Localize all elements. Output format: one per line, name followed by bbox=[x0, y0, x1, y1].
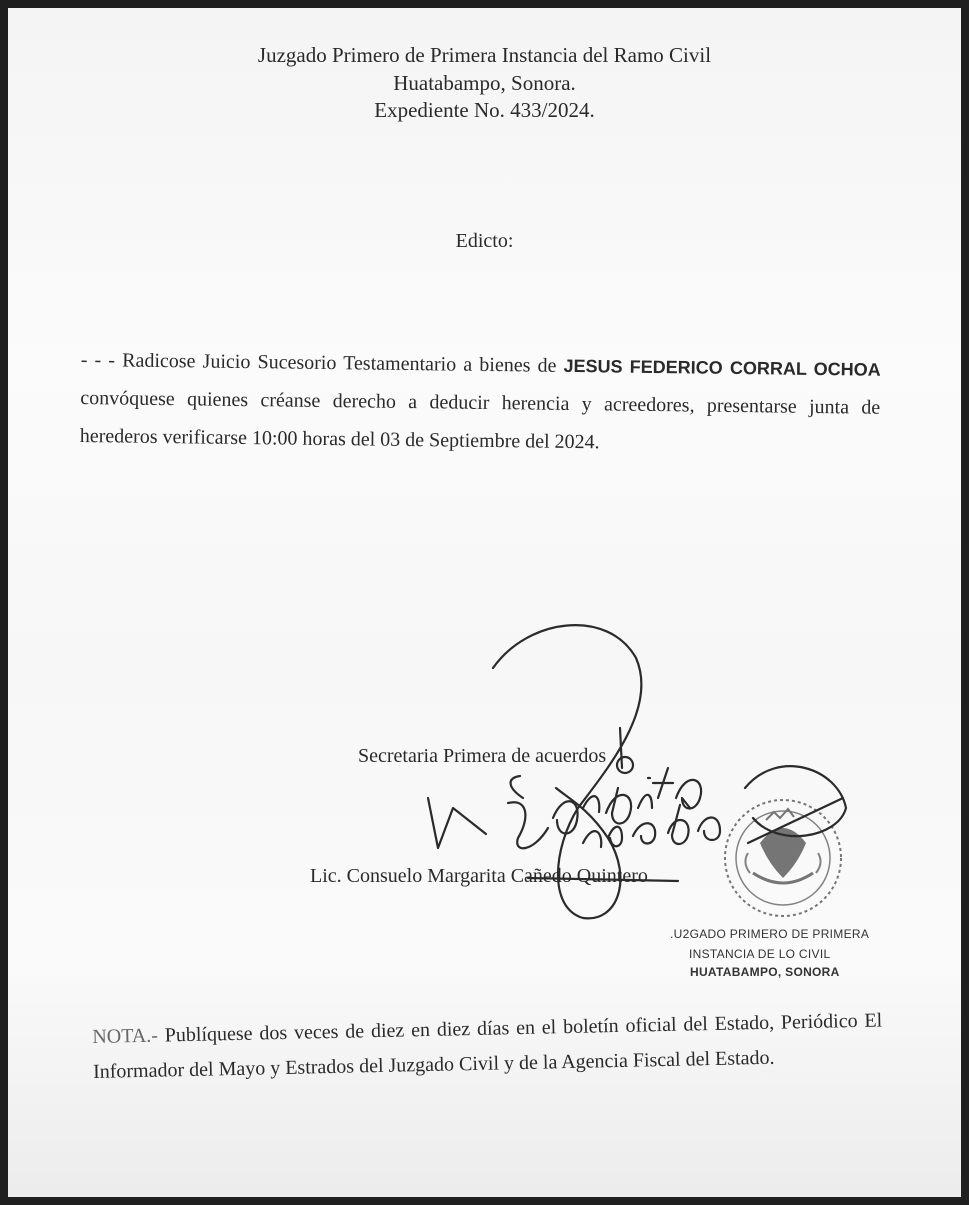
signer-role: Secretaria Primera de acuerdos bbox=[358, 745, 607, 767]
signer-name: Lic. Consuelo Margarita Cañedo Quintero bbox=[310, 865, 648, 887]
court-seal-icon bbox=[725, 800, 841, 916]
court-location: Huatabampo, Sonora. bbox=[393, 71, 576, 95]
court-name: Juzgado Primero de Primera Instancia del Ramo Civil bbox=[257, 43, 712, 67]
edict-body bbox=[80, 341, 881, 465]
seal-text-line1: .U2GADO PRIMERO DE PRIMERA bbox=[670, 927, 870, 941]
case-number: Expediente No. 433/2024. bbox=[374, 98, 595, 122]
document-page bbox=[8, 8, 961, 1197]
note-text: Publíquese dos veces de diez en diez días en el boletín oficial del Estado, Periódico El Informador del Mayo y Estrados del Juzgado Civil y de la Agencia Fiscal del Estado. bbox=[92, 1009, 883, 1083]
seal-text-line2: INSTANCIA DE LO CIVIL bbox=[689, 947, 831, 961]
note-label: NOTA.- bbox=[92, 1024, 159, 1048]
body-prefix: - - - Radicose Juicio Sucesorio Testamentario a bienes de bbox=[80, 348, 564, 377]
deceased-name: JESUS FEDERICO CORRAL OCHOA bbox=[563, 355, 881, 380]
publication-note bbox=[92, 1003, 883, 1090]
body-suffix: convóquese quienes créanse derecho a deducir herencia y acreedores, presentarse junta de herederos verificarse 10:00 horas del 03 de Septiembre del 2024. bbox=[79, 386, 881, 454]
seal-text-line3: HUATABAMPO, SONORA bbox=[690, 965, 840, 979]
document-title: Edicto: bbox=[455, 230, 514, 252]
